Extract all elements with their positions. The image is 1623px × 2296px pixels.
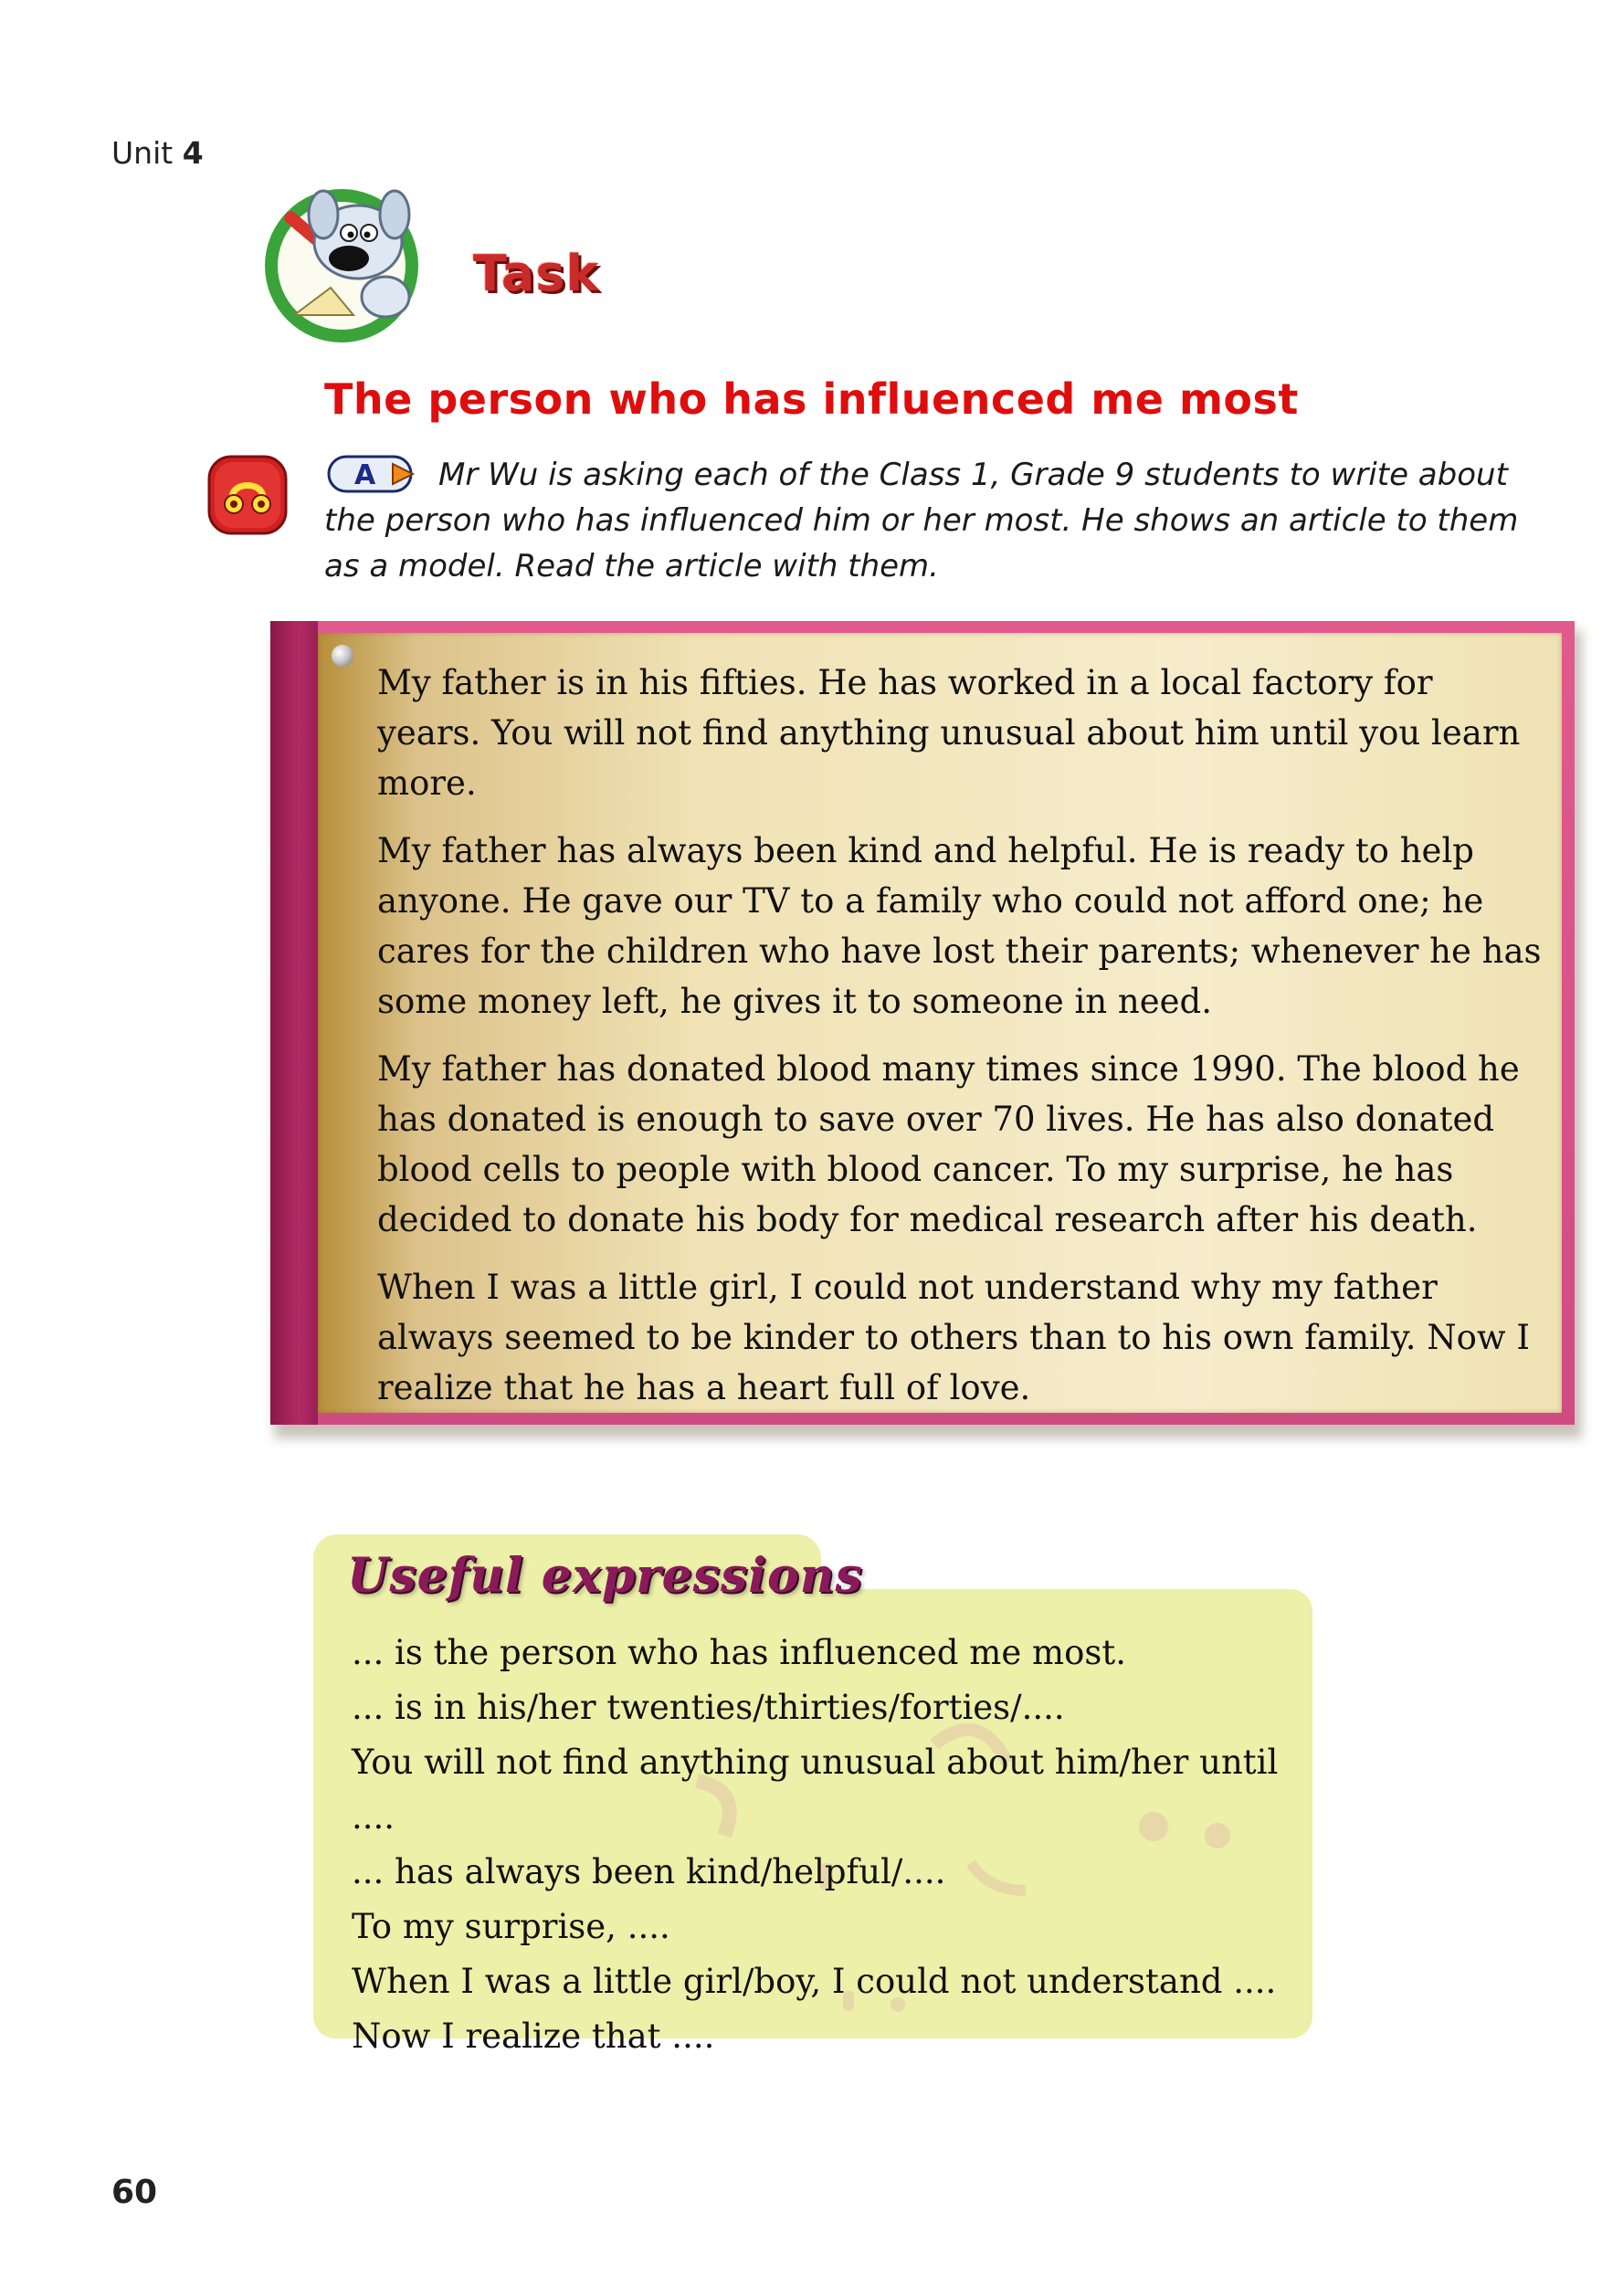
task-title: Task bbox=[473, 245, 600, 302]
article-spine bbox=[270, 621, 318, 1425]
article-text bbox=[377, 658, 1546, 1430]
article-paragraph: When I was a little girl, I could not understand why my father always seemed to be kinder to others than to his own family. Now I realize that he has a heart full of love. bbox=[377, 1268, 1530, 1407]
page-number: 60 bbox=[111, 2174, 158, 2211]
page-heading: The person who has influenced me most bbox=[324, 374, 1299, 424]
expression-item: To my surprise, .... bbox=[352, 1907, 670, 1946]
unit-number: 4 bbox=[182, 135, 204, 171]
expression-item: ... is the person who has influenced me most. bbox=[352, 1633, 1126, 1672]
expressions-list bbox=[352, 1626, 1302, 2064]
task-instructions: Mr Wu is asking each of the Class 1, Grade 9 students to write about the person who has influenced him or her most. He shows an article to them as a model. Read the article with them. bbox=[324, 457, 1519, 585]
unit-label bbox=[111, 135, 204, 171]
expressions-title: Useful expressions bbox=[347, 1548, 863, 1604]
pin-icon bbox=[332, 645, 353, 667]
headphones-icon bbox=[206, 454, 289, 536]
expression-item: ... is in his/her twenties/thirties/forties/.... bbox=[352, 1688, 1065, 1727]
dog-with-pencil-icon bbox=[258, 178, 427, 347]
article-paragraph: My father has always been kind and helpful. He is ready to help anyone. He gave our TV to a family who could not afford one; he cares for the children who have lost their parents; whenever he has some money left, he gives it to someone in need. bbox=[377, 831, 1542, 1021]
expression-item: Now I realize that .... bbox=[352, 2017, 715, 2056]
unit-word: Unit bbox=[111, 135, 174, 171]
article-paragraph: My father is in his fifties. He has worked in a local factory for years. You will not find anything unusual about him until you learn more. bbox=[377, 663, 1521, 803]
expression-item: You will not find anything unusual about him/her until .... bbox=[352, 1743, 1279, 1837]
expression-item: When I was a little girl/boy, I could not understand .... bbox=[352, 1962, 1277, 2001]
expression-item: ... has always been kind/helpful/.... bbox=[352, 1852, 946, 1891]
badge-letter: A bbox=[354, 459, 376, 491]
article-paragraph: My father has donated blood many times since 1990. The blood he has donated is enough to save over 70 lives. He has also donated blood cells to people with blood cancer. To my surprise, he has decided to donate his body for medical research after his death. bbox=[377, 1049, 1520, 1239]
